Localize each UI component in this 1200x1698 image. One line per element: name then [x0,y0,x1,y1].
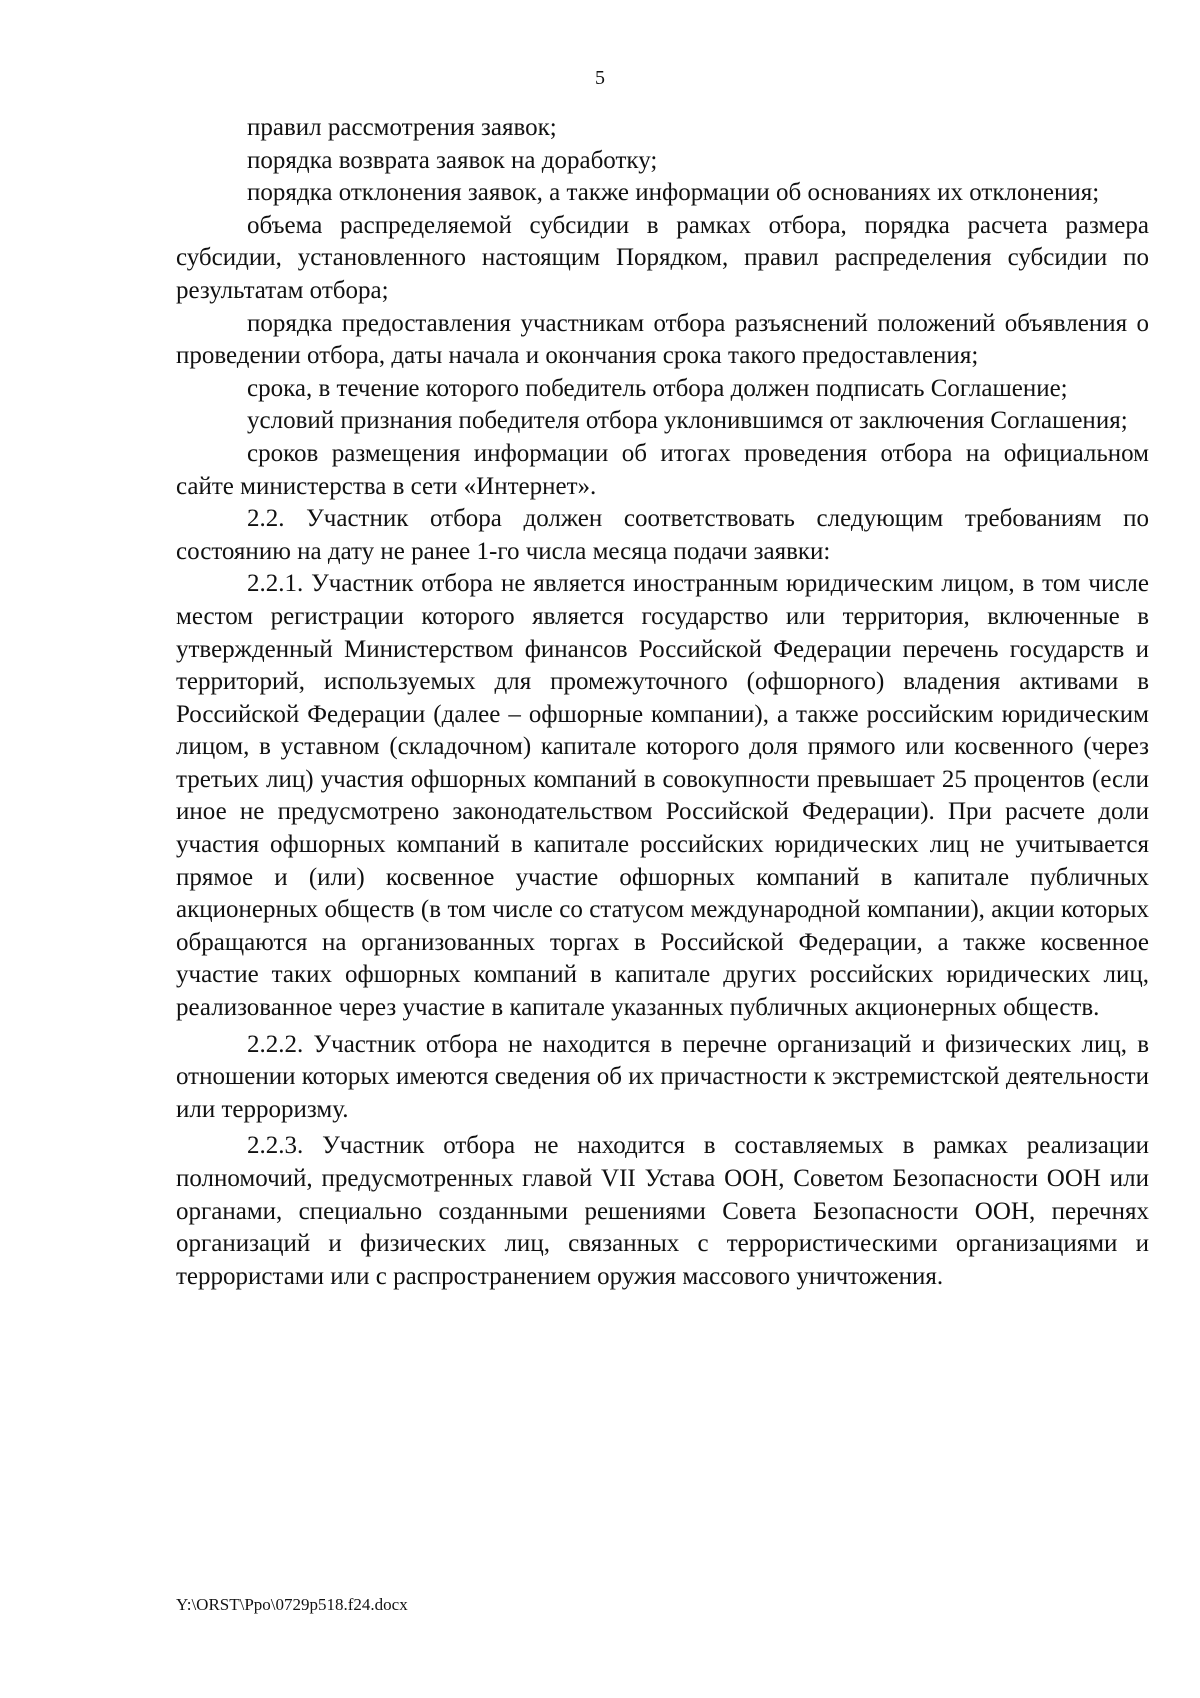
paragraph: объема распределяемой субсидии в рамках отбора, порядка расчета размера субсидии, установленного настоящим Порядком, правил распределения субсидии по результатам отбора; [176,211,1149,304]
paragraph: порядка отклонения заявок, а также информации об основаниях их отклонения; [247,179,1100,207]
paragraph: 2.2.3. Участник отбора не находится в составляемых в рамках реализации полномочий, предусмотренных главой VII Устава ООН, Советом Безопасности ООН или органами, специально созданными решениями Совета Безопасности ООН, перечнях организаций и физических лиц, связанных с террористическими организациями и террористами или с распространением оружия массового уничтожения. [176,1132,1149,1290]
paragraph: срока, в течение которого победитель отбора должен подписать Соглашение; [247,374,1068,402]
paragraph: 2.2. Участник отбора должен соответствовать следующим требованиям по состоянию на дату не ранее 1-го числа месяца подачи заявки: [176,505,1149,565]
footer-file-path: Y:\ORST\Ppo\0729p518.f24.docx [176,1595,408,1614]
paragraph: правил рассмотрения заявок; [247,114,557,141]
paragraph: 2.2.1. Участник отбора не является иностранным юридическим лицом, в том числе местом регистрации которого является государство или территория, включенные в утвержденный Министерством финансов Российской Федерации перечень государств и территорий, используемых для промежуточного (офшорного) владения активами в Российской Федерации (далее – офшорные компании), а также российским юридическим лицом, в уставном (складочном) капитале которого доля прямого или косвенного (через третьих лиц) участия офшорных компаний в совокупности превышает 25 процентов (если иное не предусмотрено законодательством Российской Федерации). При расчете доли участия офшорных компаний в капитале российских юридических лиц не учитывается прямое и (или) косвенное участие офшорных компаний в капитале публичных акционерных обществ (в том числе со статусом международной компании), акции которых обращаются на организованных торгах в Российской Федерации, а также косвенное участие таких офшорных компаний в капитале других российских юридических лиц, реализованное через участие в капитале указанных публичных акционерных обществ. [176,570,1149,1022]
paragraph: порядка возврата заявок на доработку; [247,146,658,174]
paragraph: сроков размещения информации об итогах проведения отбора на официальном сайте министерства в сети «Интернет». [176,439,1149,500]
document-body [176,112,1149,1293]
paragraph: 2.2.2. Участник отбора не находится в перечне организаций и физических лиц, в отношении которых имеются сведения об их причастности к экстремистской деятельности или терроризму. [176,1030,1149,1123]
paragraph: условий признания победителя отбора уклонившимся от заключения Соглашения; [247,407,1128,435]
page-number: 5 [595,67,605,89]
paragraph: порядка предоставления участникам отбора разъяснений положений объявления о проведении отбора, даты начала и окончания срока такого предоставления; [176,309,1149,370]
